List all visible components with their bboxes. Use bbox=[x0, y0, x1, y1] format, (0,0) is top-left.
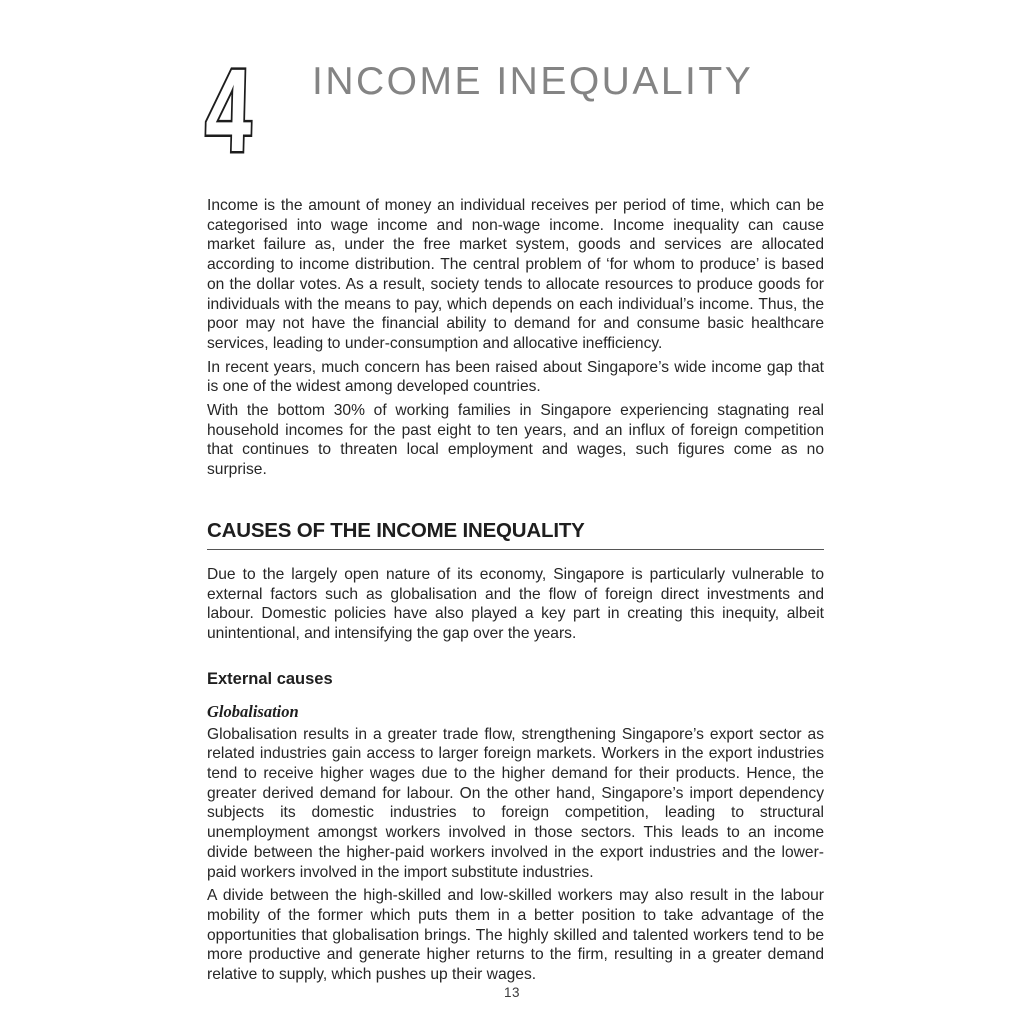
page-content bbox=[203, 0, 824, 989]
intro-section bbox=[207, 196, 824, 480]
intro-paragraph-1: Income is the amount of money an individual receives per period of time, which can be categorised into wage income and non-wage income. Income inequality can cause market failure as, under the free market system, goods and services are allocated according to income distribution. The central problem of ‘for whom to produce’ is based on the dollar votes. As a result, society tends to allocate resources to produce goods for individuals with the means to pay, which depends on each individual’s income. Thus, the poor may not have the financial ability to demand for and consume basic healthcare services, leading to under-consumption and allocative inefficiency. bbox=[207, 197, 824, 352]
subheading-external-causes: External causes bbox=[207, 669, 333, 688]
chapter-header bbox=[203, 45, 824, 196]
intro-paragraph-3: With the bottom 30% of working families in Singapore experiencing stagnating real household incomes for the past eight to ten years, and an influx of foreign competition that continues to threaten local employment and wages, such figures come as no surprise. bbox=[207, 402, 824, 479]
section-heading-causes: CAUSES OF THE INCOME INEQUALITY bbox=[207, 519, 824, 550]
page-number: 13 bbox=[503, 985, 521, 1000]
intro-paragraph-2: In recent years, much concern has been raised about Singapore’s wide income gap that is one of the widest among developed countries. bbox=[207, 358, 824, 396]
causes-paragraph-1: Due to the largely open nature of its economy, Singapore is particularly vulnerable to external factors such as globalisation and the flow of foreign direct investments and labour. Domestic policies have also played a key part in creating this inequity, albeit unintentional, and intensifying the gap over the years. bbox=[207, 565, 824, 642]
chapter-title: INCOME INEQUALITY bbox=[312, 60, 754, 103]
globalisation-paragraph-1: Globalisation results in a greater trade flow, strengthening Singapore’s export sector as related industries gain access to larger foreign markets. Workers in the export industries tend to receive higher wages due to the higher demand for their products. Hence, the greater derived demand for labour. On the other hand, Singapore’s import dependency subjects its domestic industries to foreign competition, leading to structural unemployment amongst workers involved in those sectors. This leads to an income divide between the higher-paid workers involved in the export industries and the lower-paid workers involved in the import substitute industries. bbox=[207, 725, 824, 881]
chapter-number: 4 bbox=[203, 45, 254, 177]
subheading-globalisation: Globalisation bbox=[207, 701, 299, 721]
globalisation-paragraph-2: A divide between the high-skilled and low-skilled workers may also result in the labour mobility of the former which puts them in a better position to take advantage of the opportunities that globalisation brings. The highly skilled and talented workers tend to be more productive and generate higher returns to the firm, resulting in a greater demand relative to supply, which pushes up their wages. bbox=[207, 887, 824, 984]
